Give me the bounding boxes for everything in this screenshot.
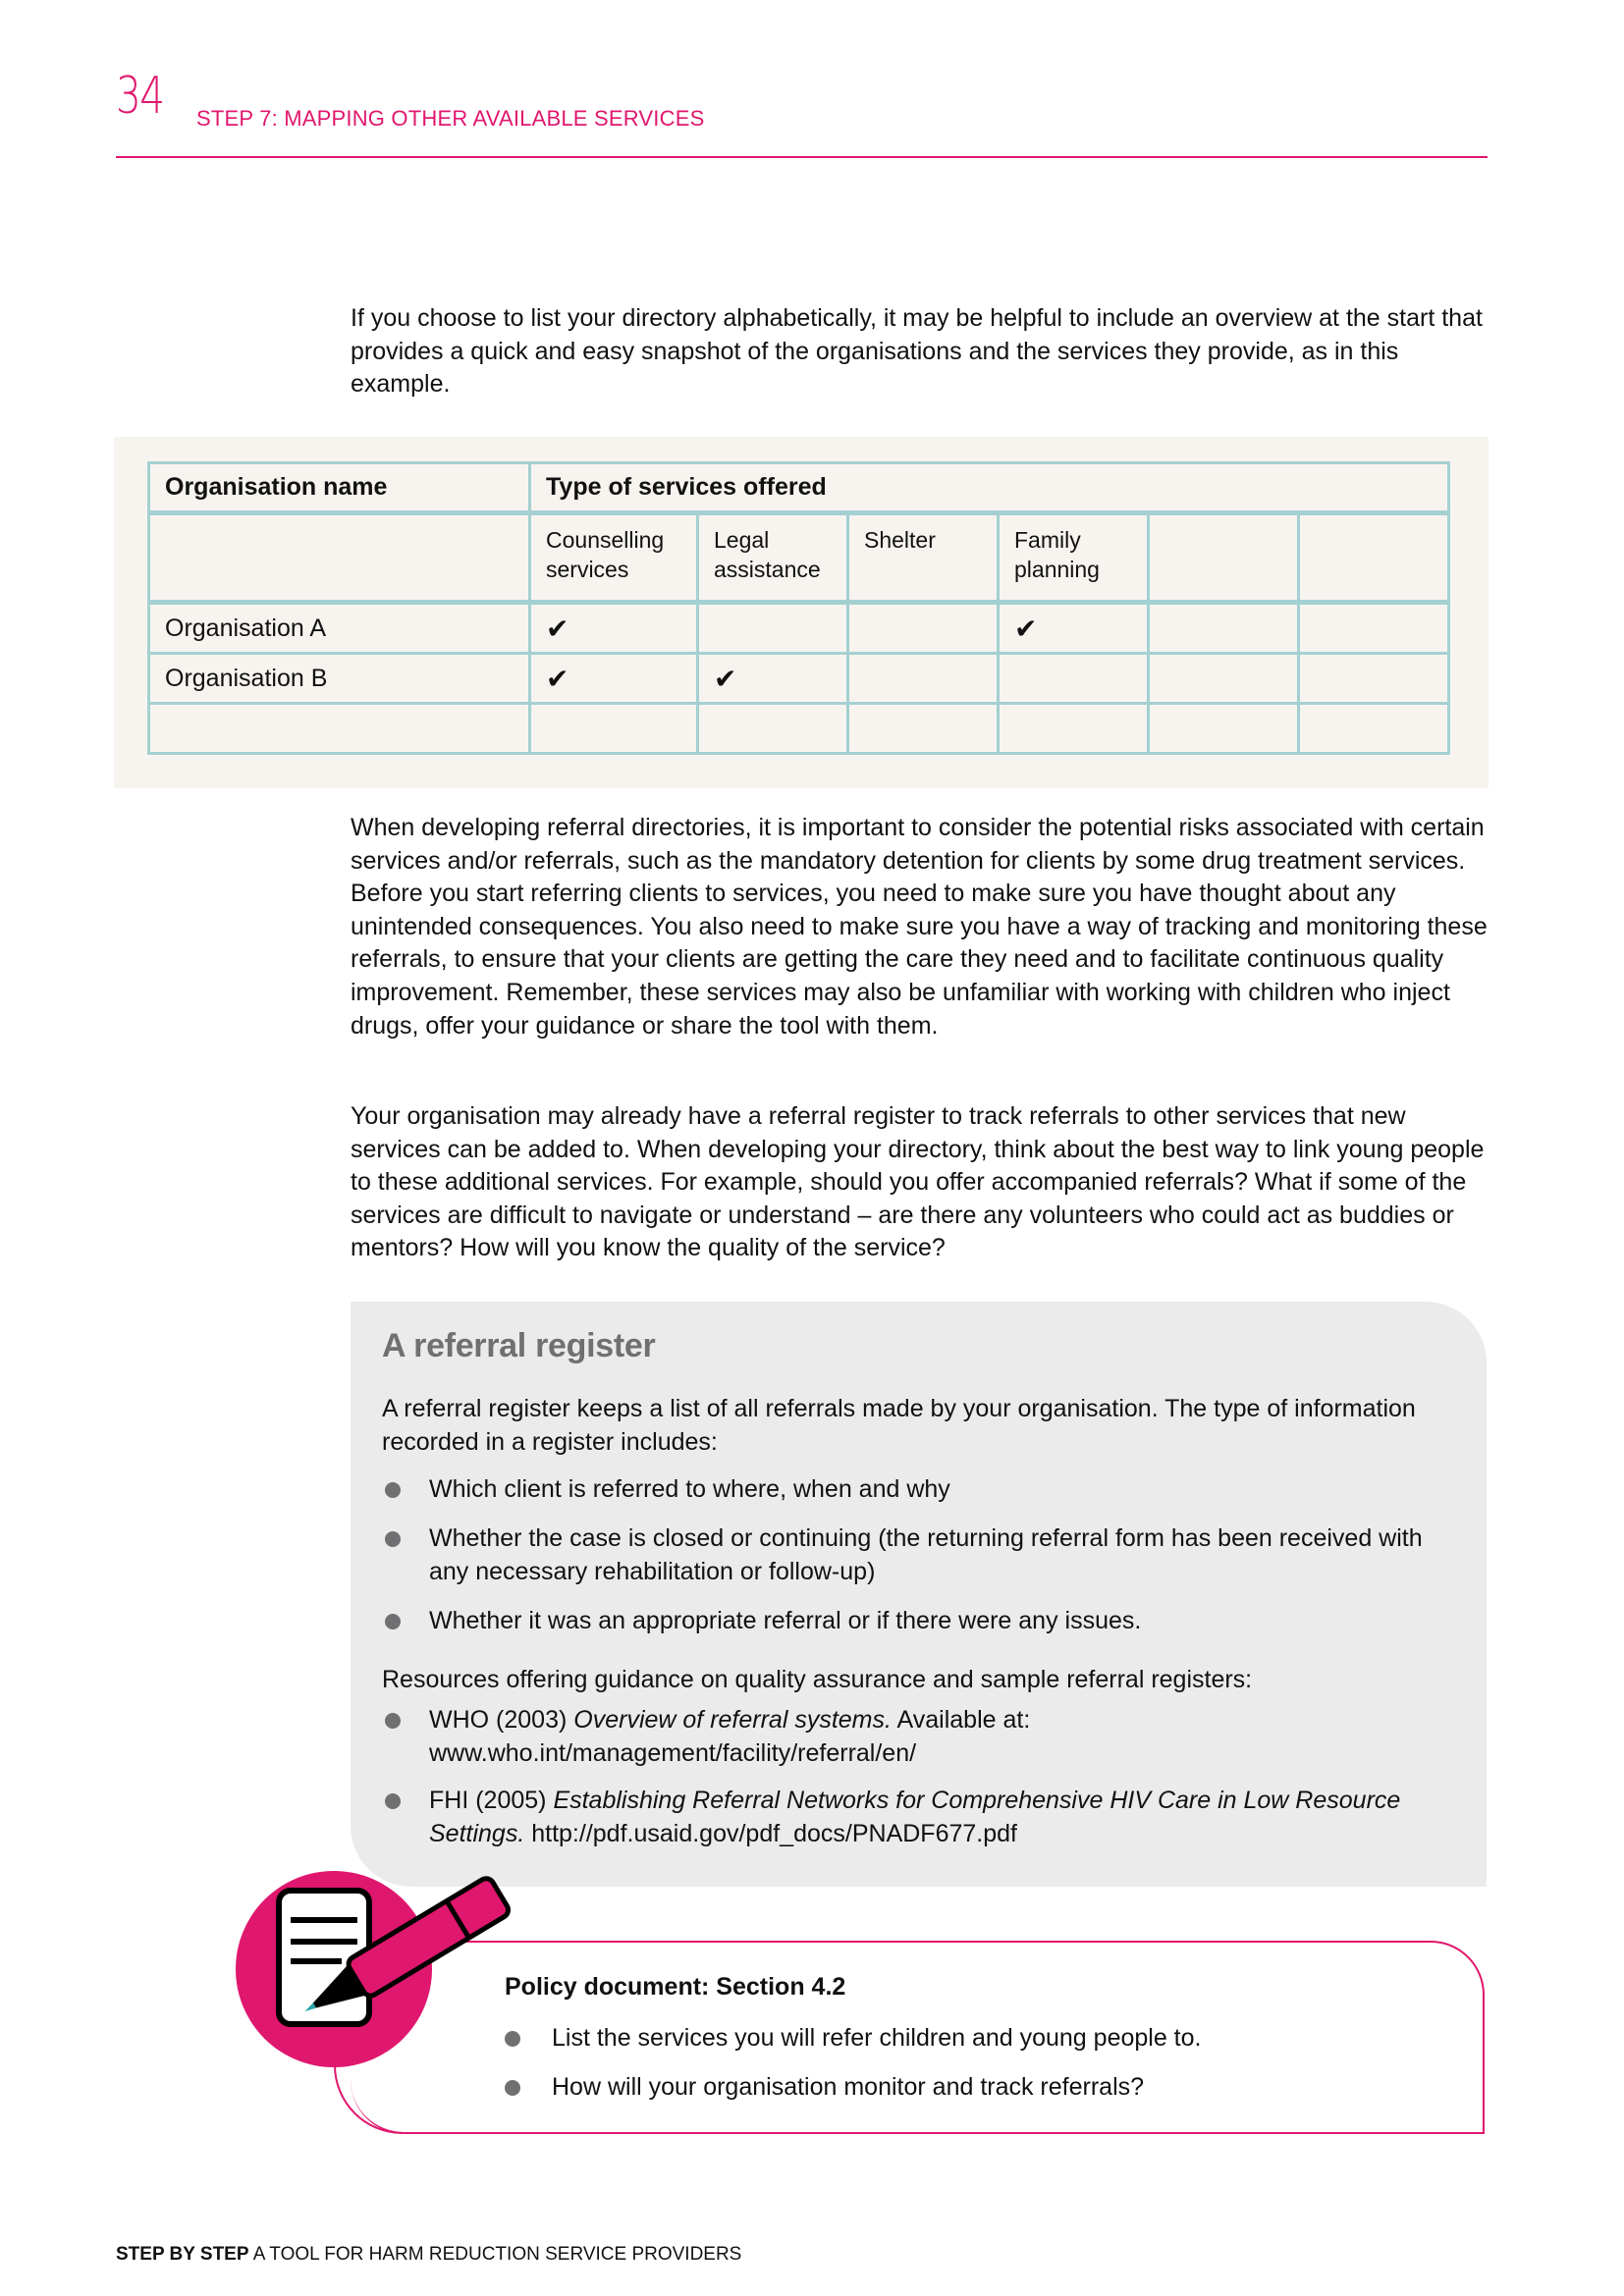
bullet-icon [385, 1713, 401, 1729]
service-column-header: Shelter [848, 513, 999, 603]
resource-title: Establishing Referral Networks for Comprehensive HIV Care in Low Resource Settings. [429, 1787, 1401, 1847]
list-item [382, 1522, 1462, 1588]
list-item-text: List the services you will refer children and young people to. [552, 2024, 1202, 2052]
resource-prefix: WHO (2003) [429, 1706, 574, 1734]
list-item [382, 1604, 1462, 1637]
service-cell [1299, 603, 1449, 654]
resource-title: Overview of referral systems. [573, 1706, 892, 1734]
risks-paragraph: When developing referral directories, it is important to consider the potential risks associated with certain services and/or referrals, such as the mandatory detention for clients by some drug treatment services. Before you start referring clients to services, you need to make sure you have thought about any unintended consequences. You also need to make sure you have a way of tracking and monitoring these referrals, to ensure that your clients are getting the care they need and to facilitate continuous quality improvement. Remember, these services may also be unfamiliar with working with children who inject drugs, offer your guidance or share the tool with them. [351, 814, 1488, 1040]
policy-items-list [505, 2021, 1585, 2119]
resources-intro: Resources offering guidance on quality assurance and sample referral registers: [382, 1666, 1253, 1693]
service-cell [698, 603, 848, 654]
service-cell [1299, 704, 1449, 754]
list-item-text: Whether it was an appropriate referral or if there were any issues. [429, 1607, 1142, 1634]
list-item [505, 2070, 1585, 2104]
service-column-header: Family planning [999, 513, 1149, 603]
table-row [149, 654, 1449, 704]
resource-link[interactable]: http://pdf.usaid.gov/pdf_docs/PNADF677.pdf [524, 1820, 1017, 1847]
page-number: 34 [116, 67, 164, 126]
service-cell [848, 654, 999, 704]
document-pen-icon [236, 1869, 520, 2095]
intro-paragraph: If you choose to list your directory alphabetically, it may be helpful to include an overview at the start that provides a quick and easy snapshot of the organisations and the services they provide, as in this example. [351, 304, 1483, 399]
check-icon: ✔ [999, 603, 1149, 654]
directory-table [147, 461, 1450, 755]
service-cell [530, 704, 698, 754]
service-cell [698, 704, 848, 754]
footer-brand: STEP BY STEP [116, 2244, 249, 2265]
list-item-text: Which client is referred to where, when and why [429, 1475, 950, 1503]
service-column-header [1299, 513, 1449, 603]
list-item-text: Whether the case is closed or continuing (the returning referral form has been received with any necessary rehabilitation or follow-up) [429, 1524, 1423, 1585]
register-paragraph: Your organisation may already have a referral register to track referrals to other services that new services can be added to. When developing your directory, think about the best way to link young people to these additional services. For example, should you offer accompanied referrals? What if some of the services are difficult to navigate or understand – are there any volunteers who could act as buddies or mentors? How will you know the quality of the service? [351, 1102, 1485, 1262]
table-header-row [149, 463, 1449, 513]
header-organisation-name: Organisation name [149, 463, 530, 513]
resources-list [382, 1703, 1462, 1864]
service-cell [999, 704, 1149, 754]
table-row [149, 603, 1449, 654]
service-cell [1149, 603, 1299, 654]
bullet-icon [385, 1482, 401, 1498]
organisation-name-cell: Organisation B [149, 654, 530, 704]
bullet-icon [505, 2031, 520, 2047]
bullet-icon [385, 1531, 401, 1547]
bullet-icon [385, 1793, 401, 1809]
check-icon: ✔ [698, 654, 848, 704]
service-cell [1299, 654, 1449, 704]
footer [116, 2244, 741, 2266]
bullet-icon [385, 1614, 401, 1629]
organisation-name-cell [149, 704, 530, 754]
service-columns-row [149, 513, 1449, 603]
service-cell [848, 603, 999, 654]
section-title: STEP 7: MAPPING OTHER AVAILABLE SERVICES [196, 106, 705, 131]
service-column-header [1149, 513, 1299, 603]
service-cell [1149, 704, 1299, 754]
table-row [149, 704, 1449, 754]
bullet-icon [505, 2080, 520, 2096]
list-item-text: How will your organisation monitor and track referrals? [552, 2073, 1145, 2101]
list-item [505, 2021, 1585, 2055]
header-services-offered: Type of services offered [530, 463, 1449, 513]
list-item [382, 1472, 1462, 1506]
referral-register-title: A referral register [382, 1327, 656, 1364]
resource-link[interactable]: Available at: www.who.int/management/facility/referral/en/ [429, 1706, 1031, 1767]
service-column-header: Legal assistance [698, 513, 848, 603]
service-cell [848, 704, 999, 754]
policy-title: Policy document: Section 4.2 [505, 1973, 846, 2001]
check-icon: ✔ [530, 654, 698, 704]
footer-subtitle: A TOOL FOR HARM REDUCTION SERVICE PROVIDERS [248, 2244, 742, 2265]
resource-prefix: FHI (2005) [429, 1787, 554, 1814]
service-cell [999, 654, 1149, 704]
service-column-header: Counselling services [530, 513, 698, 603]
check-icon: ✔ [530, 603, 698, 654]
referral-register-intro: A referral register keeps a list of all referrals made by your organisation. The type of information recorded in a register includes: [382, 1395, 1416, 1456]
blank-header-cell [149, 513, 530, 603]
resource-item [382, 1784, 1462, 1850]
resource-item [382, 1703, 1462, 1770]
register-items-list [382, 1472, 1462, 1653]
service-cell [1149, 654, 1299, 704]
organisation-name-cell: Organisation A [149, 603, 530, 654]
header-divider [116, 156, 1488, 158]
